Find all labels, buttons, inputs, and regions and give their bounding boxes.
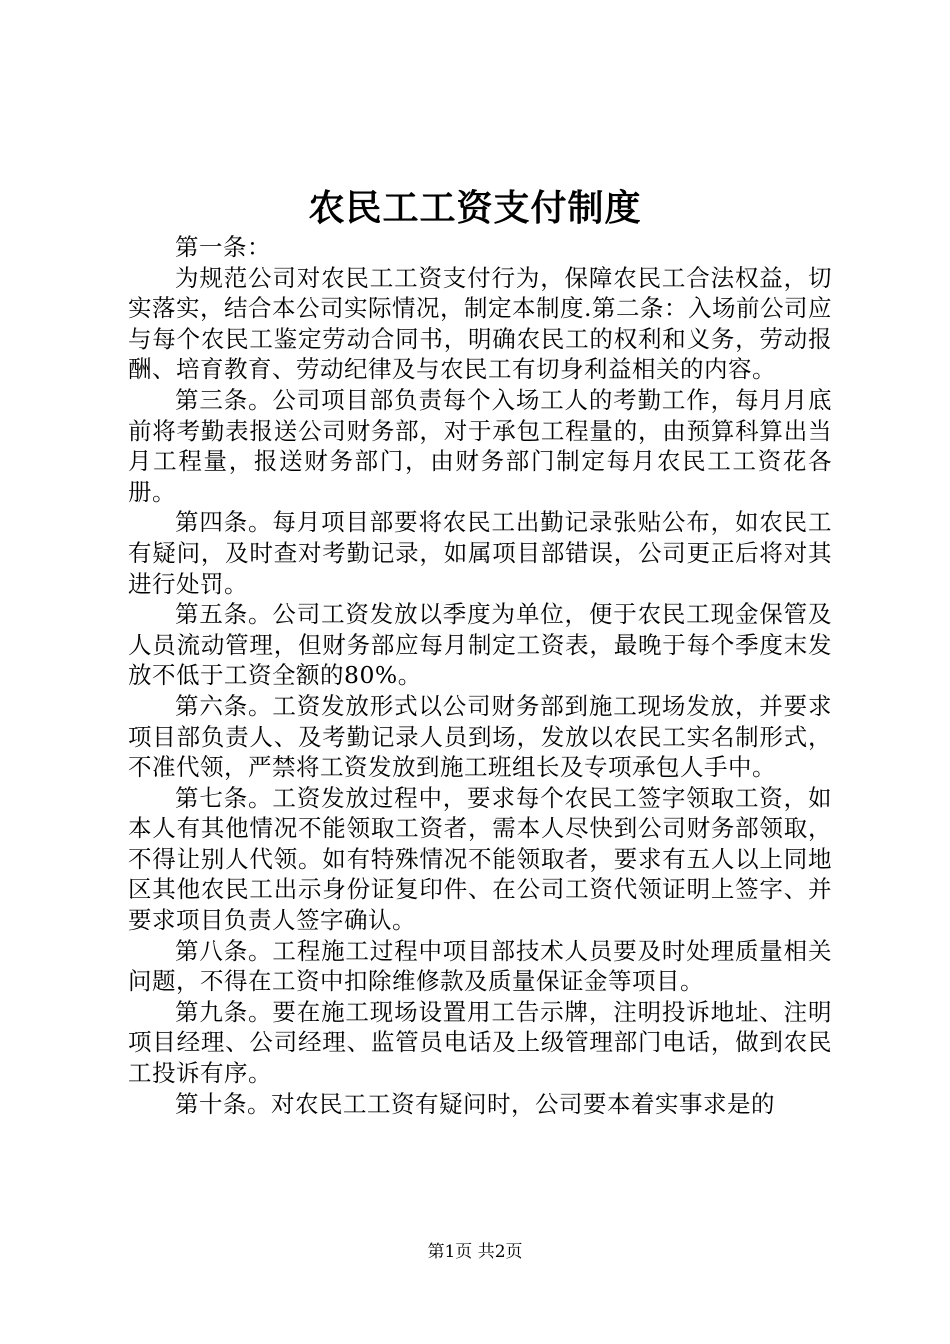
paragraph-article-7: 第七条。工资发放过程中，要求每个农民工签字领取工资，如本人有其他情况不能领取工资者，需本人尽快到公司财务部领取，不得让别人代领。如有特殊情况不能领取者，要求有五人以上同地区其他农民工出示身份证复印件、在公司工资代领证明上签字、并要求项目负责人签字确认。 [128, 783, 832, 935]
page-number-footer: 第1页 共2页 [427, 1242, 523, 1262]
paragraph-article-8: 第八条。工程施工过程中项目部技术人员要及时处理质量相关问题，不得在工资中扣除维修款及质量保证金等项目。 [128, 936, 832, 996]
paragraph-article-9: 第九条。要在施工现场设置用工告示牌，注明投诉地址、注明项目经理、公司经理、监管员电话及上级管理部门电话，做到农民工投诉有序。 [128, 997, 832, 1088]
paragraph-article-1: 第一条： [175, 233, 271, 261]
paragraph-article-5: 第五条。公司工资发放以季度为单位，便于农民工现金保管及人员流动管理，但财务部应每月制定工资表，最晚于每个季度末发放不低于工资全额的80%。 [128, 600, 832, 690]
paragraph-article-3: 第三条。公司项目部负责每个入场工人的考勤工作，每月月底前将考勤表报送公司财务部，对于承包工程量的，由预算科算出当月工程量，报送财务部门，由财务部门制定每月农民工工资花各册。 [128, 385, 832, 506]
document-title: 农民工工资支付制度 [308, 187, 642, 229]
paragraph-article-4: 第四条。每月项目部要将农民工出勤记录张贴公布，如农民工有疑问，及时查对考勤记录，如属项目部错误，公司更正后将对其进行处罚。 [128, 508, 832, 598]
paragraph-article-10: 第十条。对农民工工资有疑问时，公司要本着实事求是的 [175, 1089, 775, 1118]
paragraph-article-1-2-text: 为规范公司对农民工工资支付行为，保障农民工合法权益，切实落实，结合本公司实际情况，制定本制度.第二条：入场前公司应与每个农民工鉴定劳动合同书，明确农民工的权利和义务，劳动报酬、培育教育、劳动纪律及与农民工有切身利益相关的内容。 [128, 263, 832, 384]
document-body [128, 232, 832, 1119]
paragraph-article-6: 第六条。工资发放形式以公司财务部到施工现场发放，并要求项目部负责人、及考勤记录人员到场，发放以农民工实名制形式，不准代领，严禁将工资发放到施工班组长及专项承包人手中。 [128, 691, 832, 782]
